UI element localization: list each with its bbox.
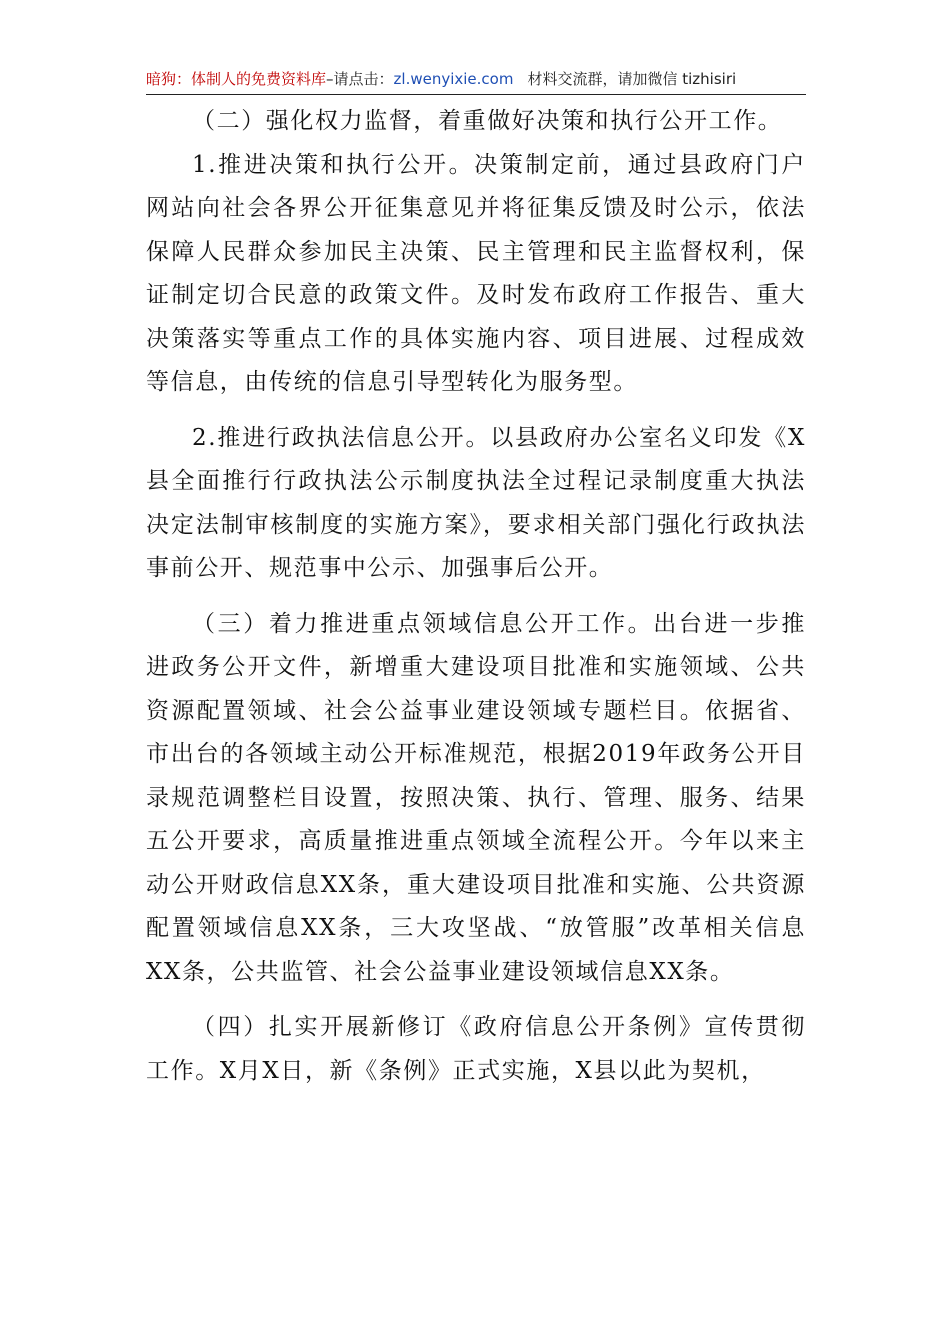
paragraph-key-areas: （三）着力推进重点领域信息公开工作。出台进一步推进政务公开文件，新增重大建设项目批准和实施领域、公共资源配置领域、社会公益事业建设领域专题栏目。依据省、市出台的各领域主动公开标准规范，根据2019年政务公开目录规范调整栏目设置，按照决策、执行、管理、服务、结果五公开要求，高质量推进重点领域全流程公开。今年以来主动公开财政信息XX条，重大建设项目批准和实施、公共资源配置领域信息XX条，三大攻坚战、“放管服”改革相关信息XX条，公共监管、社会公益事业建设领域信息XX条。 [146,610,806,985]
page-header [146,66,806,95]
header-url-link[interactable]: zl.wenyixie.com [393,70,514,88]
document-body [146,100,806,1093]
paragraph-decision-execution: 1.推进决策和执行公开。决策制定前，通过县政府门户网站向社会各界公开征集意见并将征集反馈及时公示，依法保障人民群众参加民主决策、民主管理和民主监督权利，保证制定切合民意的政策文件。及时发布政府工作报告、重大决策落实等重点工作的具体实施内容、项目进展、过程成效等信息，由传统的信息引导型转化为服务型。 [146,151,806,395]
header-group-note: 材料交流群，请加微信 tizhisiri [527,70,737,88]
paragraph-law-enforcement: 2.推进行政执法信息公开。以县政府办公室名义印发《X县全面推行行政执法公示制度执法全过程记录制度重大执法决定法制审核制度的实施方案》，要求相关部门强化行政执法事前公开、规范事中公示、加强事后公开。 [146,424,806,581]
section-heading-2: （二）强化权力监督，着重做好决策和执行公开工作。 [192,108,783,134]
header-site-name: 暗狗：体制人的免费资料库 [146,70,327,88]
header-click-prompt: –请点击： [326,70,394,88]
paragraph-regulation-publicity: （四）扎实开展新修订《政府信息公开条例》宣传贯彻工作。X月X日，新《条例》正式实施，X县以此为契机， [146,1014,806,1084]
